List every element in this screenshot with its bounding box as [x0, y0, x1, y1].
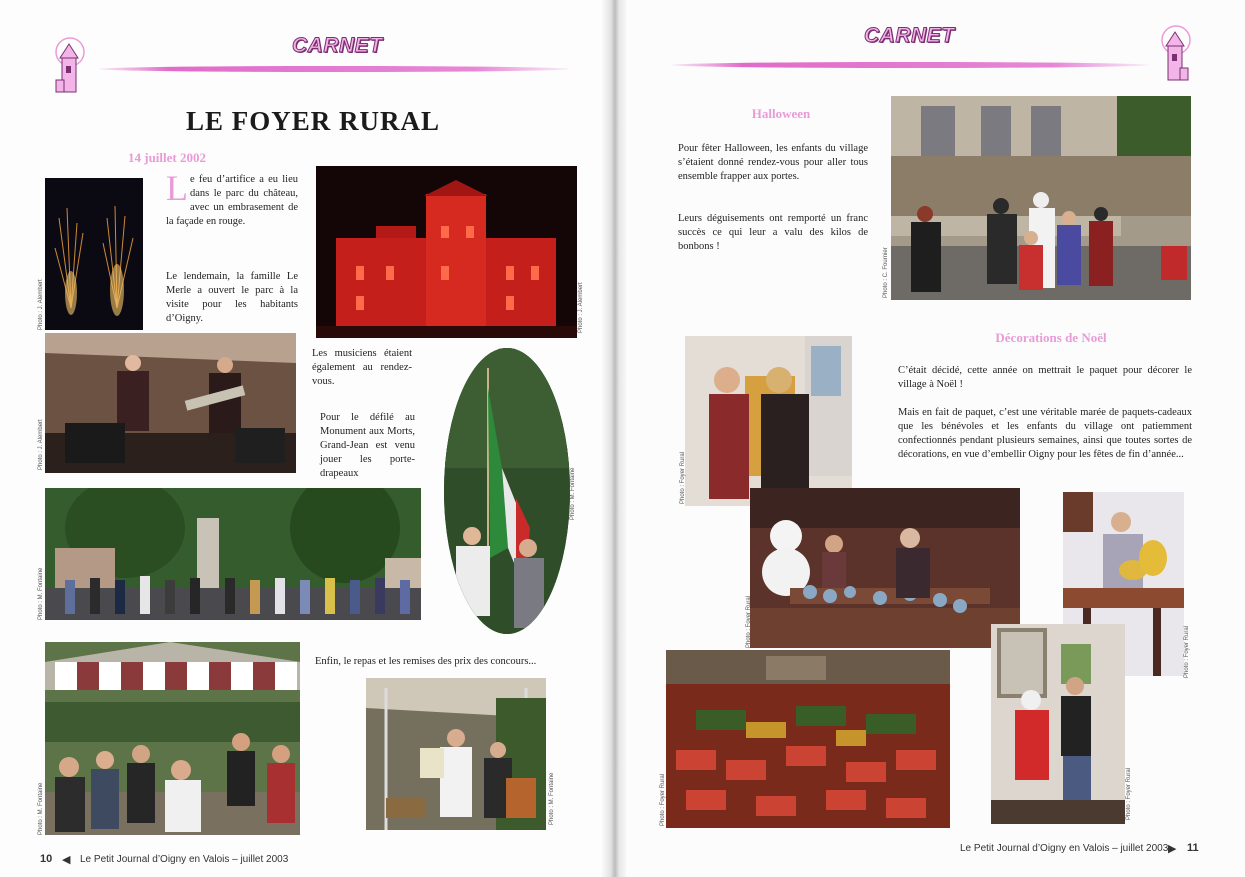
footer-journal-left: Le Petit Journal d’Oigny en Valois – juillet 2003: [80, 854, 289, 865]
gifts-photo: [666, 650, 950, 828]
musicians-paragraph: Les musiciens étaient également au rendez-vous.: [312, 348, 412, 387]
halloween-photo: [891, 96, 1191, 300]
carnet-header: CARNET: [292, 34, 383, 57]
credit-santa: Photo : Foyer Rural: [1126, 767, 1132, 820]
credit-snowman: Photo : Foyer Rural: [746, 595, 752, 648]
flag-bearer-photo: [444, 348, 570, 634]
header-swoosh: [98, 66, 570, 72]
credit-musicians: Photo : J. Alembert: [38, 419, 44, 470]
carnet-header-right: CARNET: [864, 24, 955, 47]
header-swoosh-right: [671, 62, 1149, 68]
credit-flag: Photo : M. Fontaine: [570, 467, 576, 520]
credit-bow: Photo : Foyer Rural: [1184, 625, 1190, 678]
intro-paragraph: [166, 168, 298, 229]
credit-prizes: Photo : M. Fontaine: [549, 772, 555, 825]
noel-paragraph-2: Mais en fait de paquet, c’est une véritable marée de paquets-cadeaux que les bénévoles et les enfants du village ont patiemment confectionnés pendant plusieurs semaines, ainsi que toutes sortes de décorations, en vue d’embellir Oigny pour les fêtes de fin d’année...: [898, 407, 1192, 460]
credit-women: Photo : Foyer Rural: [680, 451, 686, 504]
credit-chateau: Photo : J. Alembert: [578, 282, 584, 333]
forward-arrow-icon: ▶: [1168, 843, 1177, 855]
prizes-photo: [366, 678, 546, 830]
visit-paragraph: Le lendemain, la famille Le Merle a ouvert le parc à la visite pour les habitants d’Oigny.: [166, 271, 298, 324]
tower-logo-icon-right: [1158, 24, 1194, 82]
article-date: 14 juillet 2002: [128, 150, 206, 165]
halloween-paragraph-1: Pour fêter Halloween, les enfants du village s’étaient donné rendez-vous pour aller tous ensemble frapper aux portes.: [678, 143, 868, 182]
meal-paragraph: Enfin, le repas et les remises des prix des concours...: [315, 656, 537, 667]
page-number-right: 11: [1187, 842, 1199, 854]
credit-monument: Photo : M. Fontaine: [38, 567, 44, 620]
parade-paragraph: Pour le défilé au Monument aux Morts, Grand-Jean est venu jouer les porte-drapeaux: [320, 412, 415, 479]
meal-photo: [45, 642, 300, 835]
back-arrow-icon: ◀: [62, 854, 71, 866]
chateau-photo: [316, 166, 577, 338]
left-page: [0, 0, 606, 877]
monument-photo: [45, 488, 421, 620]
fireworks-photo: [45, 178, 143, 330]
santa-photo: [991, 624, 1125, 824]
tower-logo-icon: [50, 36, 86, 94]
halloween-heading: Halloween: [751, 106, 811, 121]
credit-meal: Photo : M. Fontaine: [38, 782, 44, 835]
musicians-photo: [45, 333, 296, 473]
article-title: LE FOYER RURAL: [186, 106, 441, 136]
page-number-left: 10: [40, 853, 53, 865]
drop-cap: L: [166, 168, 188, 208]
credit-gifts: Photo : Foyer Rural: [660, 773, 666, 826]
credit-fireworks: Photo : J. Alembert: [38, 279, 44, 330]
intro-text: e feu d’artifice a eu lieu dans le parc du château, avec un embrasement de la façade en rouge.: [166, 174, 298, 227]
snowman-photo: [750, 488, 1020, 648]
halloween-paragraph-2: Leurs déguisements ont remporté un franc succès ce qui leur a valu des kilos de bonbons !: [678, 213, 868, 252]
footer-journal-right: Le Petit Journal d’Oigny en Valois – juillet 2003: [960, 843, 1169, 854]
credit-halloween: Photo : C. Fournier: [883, 247, 889, 298]
women-photo: [685, 336, 852, 506]
right-page: [626, 0, 1245, 877]
noel-paragraph-1: C’était décidé, cette année on mettrait le paquet pour décorer le village à Noël !: [898, 365, 1192, 390]
noel-heading: Décorations de Noël: [995, 330, 1107, 345]
